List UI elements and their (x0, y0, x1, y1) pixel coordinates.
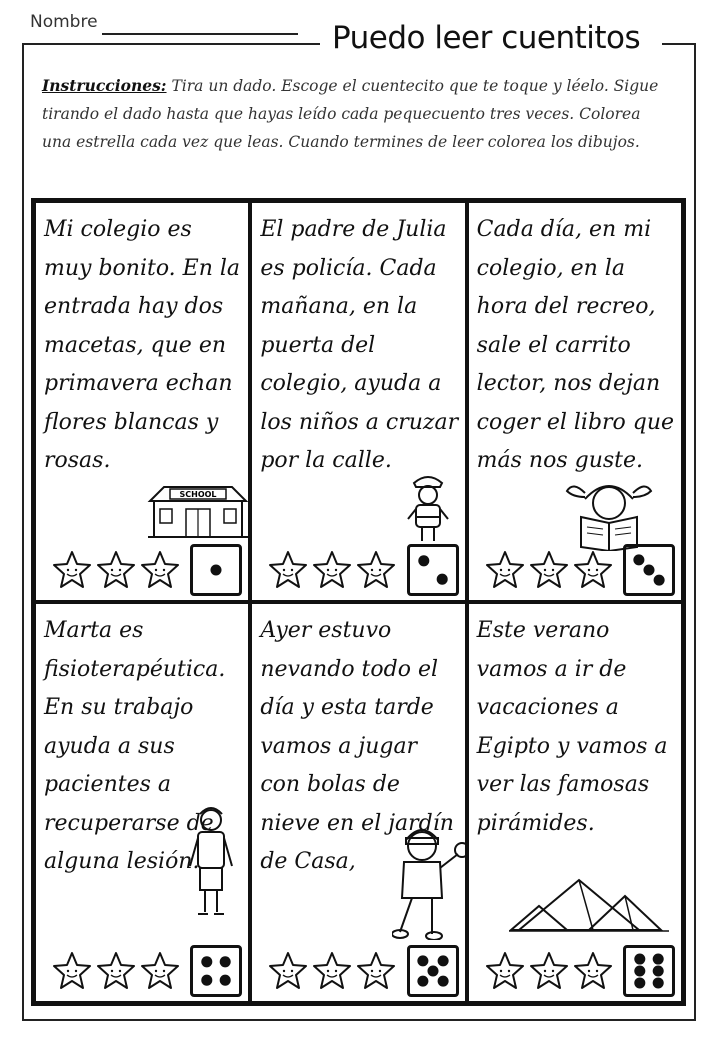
die-three (623, 544, 675, 596)
school-label: SCHOOL (179, 490, 217, 499)
star-row (52, 550, 180, 590)
story-text: Marta es fisioterapéutica. En su trabajo ayuda a sus pacientes a recuperarse de alguna lesión. (44, 618, 226, 874)
star-icon[interactable] (268, 951, 308, 991)
die-pip (437, 976, 448, 987)
story-text: Ayer estuvo nevando todo el día y esta tarde vamos a jugar con bolas de nieve en el jardín de Casa, (260, 618, 454, 874)
die-pip (634, 977, 645, 988)
star-row (485, 951, 613, 991)
star-icon[interactable] (573, 550, 613, 590)
die-pip (418, 555, 429, 566)
star-icon[interactable] (52, 550, 92, 590)
name-label: Nombre (30, 12, 98, 32)
die-pip (653, 977, 664, 988)
story-text: Cada día, en mi colegio, en la hora del recreo, sale el carrito lector, nos dejan coger el libro que más nos guste. (476, 217, 675, 473)
instructions-text: Tira un dado. Escoge el cuentecito que te toque y léelo. Sigue tirando el dado hasta que hayas leído cada pequecuento tres veces. Colorea una estrella cada vez que leas. Cuando termines de leer colorea los dibujos. (42, 77, 659, 151)
star-icon[interactable] (268, 550, 308, 590)
star-icon[interactable] (140, 951, 180, 991)
star-icon[interactable] (312, 951, 352, 991)
die-pip (653, 954, 664, 965)
die-pip (634, 965, 645, 976)
story-card-1 (34, 201, 250, 602)
story-card-5 (250, 602, 466, 1003)
star-icon[interactable] (485, 550, 525, 590)
die-pip (634, 954, 645, 965)
die-pip (436, 574, 447, 585)
frame-top-right (662, 43, 696, 45)
die-pip (643, 564, 654, 575)
star-icon[interactable] (356, 550, 396, 590)
star-row (52, 951, 180, 991)
die-pip (417, 955, 428, 966)
story-card-6 (467, 602, 683, 1003)
die-two (407, 544, 459, 596)
die-four (190, 945, 242, 997)
name-line[interactable] (102, 33, 298, 35)
die-pip (654, 575, 665, 586)
die-pip (211, 564, 222, 575)
story-card-4 (34, 602, 250, 1003)
die-pip (202, 956, 213, 967)
star-icon[interactable] (529, 550, 569, 590)
instructions (42, 72, 672, 156)
die-pip (437, 955, 448, 966)
star-row (485, 550, 613, 590)
snowball-boy-icon (392, 816, 466, 940)
star-icon[interactable] (96, 951, 136, 991)
story-card-2 (250, 201, 466, 602)
school-icon (146, 483, 250, 539)
die-pip (633, 554, 644, 565)
star-icon[interactable] (96, 550, 136, 590)
die-pip (220, 956, 231, 967)
physio-icon (186, 800, 236, 918)
girl-reading-icon (559, 471, 659, 551)
die-pip (202, 975, 213, 986)
star-icon[interactable] (312, 550, 352, 590)
frame-top-left (22, 43, 320, 45)
story-text: El padre de Julia es policía. Cada mañana, en la puerta del colegio, ayuda a los niños a cruzar por la calle. (260, 217, 459, 473)
story-text: Este verano vamos a ir de vacaciones a Egipto y vamos a ver las famosas pirámides. (476, 618, 668, 836)
star-row (268, 951, 396, 991)
star-row (268, 550, 396, 590)
die-one (190, 544, 242, 596)
star-icon[interactable] (356, 951, 396, 991)
die-pip (417, 976, 428, 987)
pyramids-icon (509, 874, 669, 934)
die-pip (220, 975, 231, 986)
story-grid (31, 198, 686, 1006)
star-icon[interactable] (140, 550, 180, 590)
star-icon[interactable] (573, 951, 613, 991)
star-icon[interactable] (529, 951, 569, 991)
die-pip (653, 965, 664, 976)
star-icon[interactable] (52, 951, 92, 991)
policeman-icon (402, 471, 454, 543)
story-text: Mi colegio es muy bonito. En la entrada hay dos macetas, que en primavera echan flores blancas y rosas. (44, 217, 241, 473)
star-icon[interactable] (485, 951, 525, 991)
die-six (623, 945, 675, 997)
story-card-3 (467, 201, 683, 602)
instructions-lead: Instrucciones: (42, 76, 167, 95)
page-title: Puedo leer cuentitos (332, 20, 641, 56)
die-pip (427, 965, 438, 976)
die-five (407, 945, 459, 997)
